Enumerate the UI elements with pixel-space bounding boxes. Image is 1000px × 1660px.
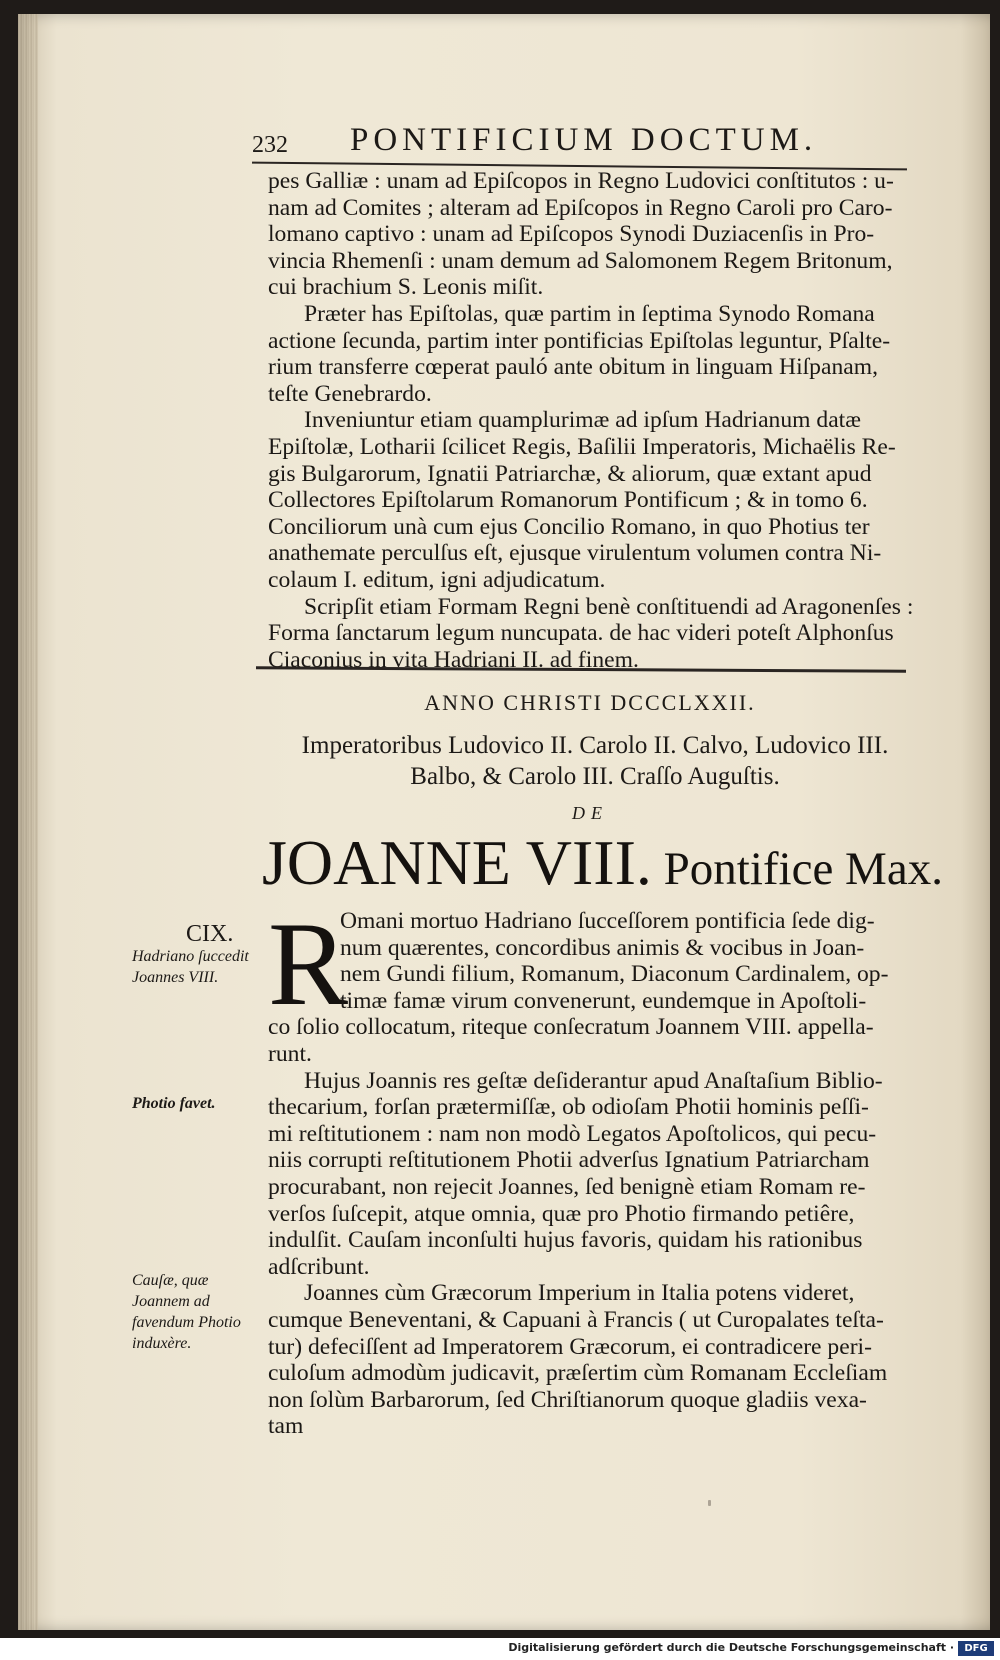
text-block-main [268, 897, 933, 1440]
text-line: Omani mortuo Hadriano ſucceſſorem pontificia ſede dig- [340, 908, 875, 934]
text-line: rium transferre cœperat pauló ante obitum in linguam Hiſpanam, [268, 354, 878, 381]
text-line: verſos ſuſcepit, atque omnia, quæ pro Photio firmando petiêre, [268, 1200, 855, 1227]
text-line: thecarium, forſan prætermiſſæ, ob odioſam Photii hominis peſſi- [268, 1094, 869, 1121]
text-line: Joannes cùm Græcorum Imperium in Italia potens videret, [304, 1280, 855, 1307]
text-line: Inveniuntur etiam quamplurimæ ad ipſum Hadrianum datæ [304, 407, 861, 434]
text-line: nem Gundi filium, Romanum, Diaconum Cardinalem, op- [340, 961, 889, 988]
text-line: timæ famæ virum convenerunt, eundemque in Apoſtoli- [340, 987, 867, 1014]
text-line: procurabant, non rejecit Joannes, ſed benignè etiam Romam re- [268, 1173, 866, 1200]
text-line: Hujus Joannis res geſtæ deſiderantur apud Anaſtaſium Biblio- [304, 1067, 883, 1094]
running-title: PONTIFICIUM DOCTUM. [350, 122, 818, 158]
chapter-number: CIX. [186, 921, 234, 947]
text-line: tam [268, 1413, 304, 1440]
text-line: runt. [268, 1040, 312, 1067]
emperors-heading [262, 730, 928, 792]
text-line: co ſolio collocatum, riteque conſecratum Joannem VIII. appella- [268, 1014, 874, 1041]
footer-bar [0, 1638, 1000, 1660]
margin-note-photius: Photio favet. [132, 1095, 216, 1112]
text-line: anathemate perculſus eſt, ejusque virulentum volumen contra Ni- [268, 540, 882, 567]
emperors-line-1: Imperatoribus Ludovico II. Carolo II. Calvo, Ludovico III. [301, 732, 889, 759]
text-line: vincia Rhemenſi : unam demum ad Salomonem Regem Britonum, [268, 247, 893, 274]
emperors-line-2: Balbo, & Carolo III. Craſſo Auguſtis. [410, 763, 780, 790]
text-line: Ciaconius in vita Hadriani II. ad finem. [268, 646, 639, 673]
text-line: indulſit. Cauſam inconſulti hujus favoris, quidam his rationibus [268, 1227, 863, 1254]
text-block-top [268, 168, 933, 673]
text-line: non ſolùm Barbarorum, ſed Chriſtianorum quoque gladiis vexa- [268, 1386, 867, 1413]
dfg-logo-icon: DFG [958, 1641, 994, 1656]
text-line: Forma ſanctarum legum nuncupata. de hac videri poteſt Alphonſus [268, 620, 894, 647]
text-line: actione ſecunda, partim inter pontificias Epiſtolas leguntur, Pſalte- [268, 327, 891, 354]
text-line: pes Galliæ : unam ad Epiſcopos in Regno Ludovici conſtitutos : u- [268, 168, 894, 194]
text-line: cumque Beneventani, & Capuani à Francis ( ut Curopalates teſta- [268, 1306, 884, 1333]
footer-credit: Digitalisierung gefördert durch die Deutsche Forschungsgemeinschaft · [508, 1641, 954, 1654]
de-heading: DE [572, 803, 608, 823]
pope-title [262, 826, 943, 900]
pope-title-suffix: Pontifice Max. [651, 843, 943, 895]
text-line: adſcribunt. [268, 1253, 370, 1280]
margin-note-causes: Cauſæ, quæ Joannem ad favendum Photio induxère. [132, 1272, 241, 1352]
text-line: gis Bulgarorum, Ignatii Patriarchæ, & aliorum, quæ extant apud [268, 460, 872, 487]
text-line: culoſum admodùm judicavit, præſertim cùm Romanam Eccleſiam [268, 1360, 888, 1387]
year-heading: ANNO CHRISTI DCCCLXXII. [424, 690, 756, 715]
text-line: Scripſit etiam Formam Regni benè conſtituendi ad Aragonenſes : [304, 593, 914, 620]
text-line: nam ad Comites ; alteram ad Epiſcopos in Regno Caroli pro Caro- [268, 194, 893, 221]
text-line: niis corrupti reſtitutionem Photii adverſus Ignatium Patriarcham [268, 1147, 870, 1174]
text-line: Epiſtolæ, Lotharii ſcilicet Regis, Baſilii Imperatoris, Michaëlis Re- [268, 433, 896, 460]
page-number: 232 [252, 132, 288, 158]
text-line: tur) defeciſſent ad Imperatorem Græcorum, ei contradicere peri- [268, 1333, 872, 1360]
text-line: cui brachium S. Leonis miſit. [268, 274, 544, 301]
page-gutter [18, 14, 38, 1630]
margin-note-succession: Hadriano ſuccedit Joannes VIII. [132, 948, 249, 986]
pope-name: JOANNE VIII. [262, 827, 652, 898]
text-line: colaum I. editum, igni adjudicatum. [268, 566, 606, 593]
text-line: mi reſtitutionem : nam non modò Legatos Apoſtolicos, qui pecu- [268, 1120, 877, 1147]
text-line: Conciliorum unà cum ejus Concilio Romano, in quo Photius ter [268, 513, 870, 540]
paper-speck [708, 1500, 711, 1506]
page-header [252, 120, 912, 164]
text-line: teſte Genebrardo. [268, 380, 432, 407]
text-line: lomano captivo : unam ad Epiſcopos Synodi Duziacenſis in Pro- [268, 221, 875, 248]
text-line: Præter has Epiſtolas, quæ partim in ſeptima Synodo Romana [304, 300, 875, 327]
text-line: num quærentes, concordibus animis & vocibus in Joan- [340, 934, 865, 961]
text-line: Collectores Epiſtolarum Romanorum Pontificum ; & in tomo 6. [268, 487, 868, 514]
drop-cap: R [268, 897, 349, 1030]
